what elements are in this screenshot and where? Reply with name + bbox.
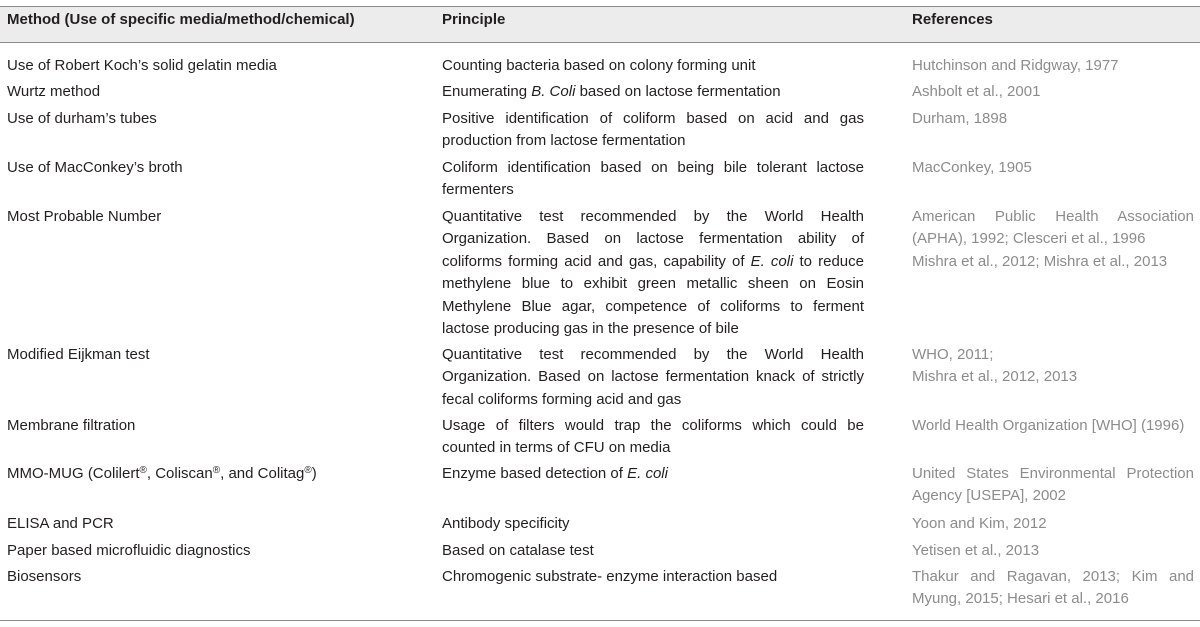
table-header-rule: [0, 42, 1200, 43]
registered-mark: ®: [212, 465, 221, 476]
table-bottom-rule: [0, 620, 1200, 621]
references-cell: WHO, 2011; Mishra et al., 2012, 2013: [912, 346, 1078, 386]
principle-cell: Quantitative test recommended by the World Health Organization. Based on lactose fermentation knack of strictly fecal coliforms forming acid and gas: [442, 346, 864, 408]
principle-cell: Counting bacteria based on colony forming unit: [442, 57, 756, 74]
references-cell: Thakur and Ragavan, 2013; Kim and Myung, 2015; Hesari et al., 2016: [912, 568, 1194, 608]
principle-cell: Antibody specificity: [442, 515, 570, 532]
references-cell: Durham, 1898: [912, 110, 1008, 127]
principle-cell: Chromogenic substrate- enzyme interaction based: [442, 568, 778, 585]
method-cell: Use of MacConkey’s broth: [7, 159, 183, 176]
method-cell: Biosensors: [7, 568, 82, 585]
references-cell: World Health Organization [WHO] (1996): [912, 417, 1185, 434]
references-cell: United States Environmental Protection Agency [USEPA], 2002: [912, 465, 1194, 505]
references-cell: Hutchinson and Ridgway, 1977: [912, 57, 1119, 74]
principle-cell: Positive identification of coliform based on acid and gas production from lactose fermentation: [442, 110, 864, 150]
registered-mark: ®: [139, 465, 147, 476]
column-header-principle: Principle: [442, 11, 506, 28]
references-cell: American Public Health Association (APHA), 1992; Clesceri et al., 1996 Mishra et al., 2012; Mishra et al., 2013: [912, 208, 1194, 270]
method-cell: Membrane filtration: [7, 417, 136, 434]
column-header-method: Method (Use of specific media/method/chemical): [7, 11, 355, 28]
references-cell: Yoon and Kim, 2012: [912, 515, 1047, 532]
registered-mark: ®: [304, 465, 312, 476]
method-cell: Paper based microfluidic diagnostics: [7, 542, 251, 559]
method-cell: Use of Robert Koch’s solid gelatin media: [7, 57, 277, 74]
principle-cell: Enzyme based detection of E. coli: [442, 465, 668, 482]
method-cell: Most Probable Number: [7, 208, 162, 225]
method-cell: MMO-MUG (Colilert®, Coliscan®, and Colitag®): [7, 465, 317, 482]
column-header-references: References: [912, 11, 993, 28]
references-cell: MacConkey, 1905: [912, 159, 1032, 176]
method-cell: Wurtz method: [7, 83, 101, 100]
principle-cell: Enumerating B. Coli based on lactose fermentation: [442, 83, 781, 100]
method-cell: Modified Eijkman test: [7, 346, 150, 363]
references-cell: Ashbolt et al., 2001: [912, 83, 1041, 100]
method-cell: Use of durham’s tubes: [7, 110, 157, 127]
method-cell: ELISA and PCR: [7, 515, 114, 532]
principle-cell: Based on catalase test: [442, 542, 594, 559]
principle-cell: Quantitative test recommended by the World Health Organization. Based on lactose fermentation ability of coliforms forming acid and gas, capability of E. coli to reduce methylene blue to exhibit green metallic sheen on Eosin Methylene Blue agar, competence of coliforms to ferment lactose producing gas in the presence of bile: [442, 208, 864, 338]
principle-cell: Usage of filters would trap the coliforms which could be counted in terms of CFU on media: [442, 417, 864, 457]
references-cell: Yetisen et al., 2013: [912, 542, 1040, 559]
principle-cell: Coliform identification based on being bile tolerant lactose fermenters: [442, 159, 864, 199]
